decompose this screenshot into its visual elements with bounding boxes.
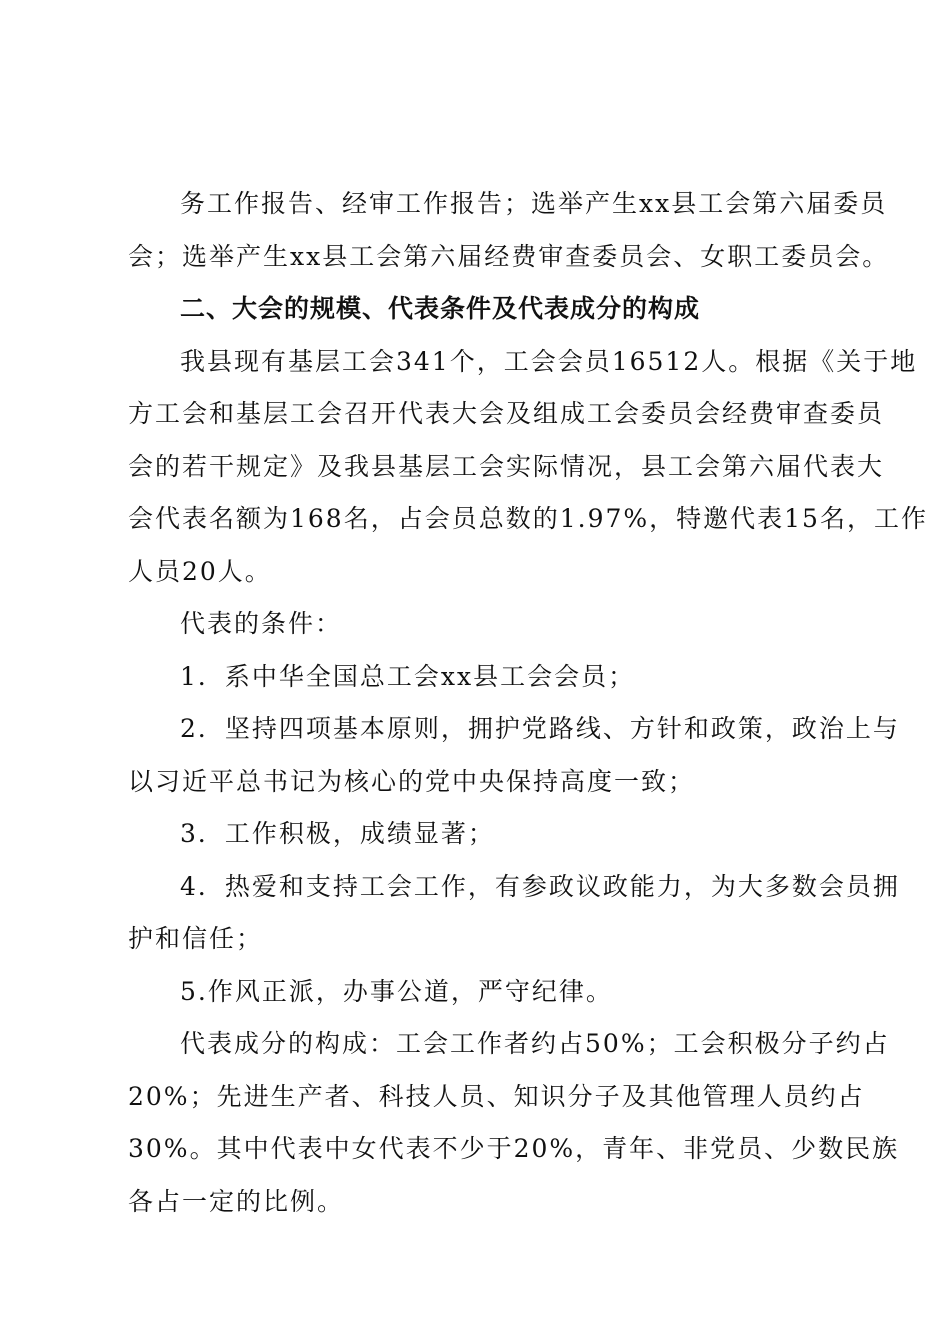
- list-item: 5.作风正派，办事公道，严守纪律。: [180, 976, 613, 1006]
- paragraph-line: 我县现有基层工会341个，工会会员16512人。根据《关于地: [180, 346, 918, 376]
- section-heading: 二、大会的规模、代表条件及代表成分的构成: [180, 294, 701, 323]
- list-item: 1．系中华全国总工会xx县工会会员；: [180, 661, 636, 691]
- list-item-continuation: 以习近平总书记为核心的党中央保持高度一致；: [128, 766, 696, 796]
- list-item: 3．工作积极，成绩显著；: [180, 819, 495, 848]
- list-item: 4．热爱和支持工会工作，有参政议政能力，为大多数会员拥: [180, 871, 900, 901]
- list-item-continuation: 护和信任；: [128, 924, 264, 953]
- document-body: [128, 178, 928, 1228]
- paragraph-line: 各占一定的比例。: [128, 1186, 345, 1216]
- subsection-label: 代表的条件：: [180, 609, 343, 638]
- paragraph-line: 会；选举产生xx县工会第六届经费审查委员会、女职工委员会。: [128, 241, 890, 271]
- paragraph-line: 20%；先进生产者、科技人员、知识分子及其他管理人员约占: [128, 1081, 865, 1111]
- paragraph-line: 代表成分的构成：工会工作者约占50%；工会积极分子约占: [180, 1029, 890, 1058]
- paragraph-line: 务工作报告、经审工作报告；选举产生xx县工会第六届委员: [180, 189, 888, 218]
- paragraph-line: 方工会和基层工会召开代表大会及组成工会委员会经费审查委员: [128, 399, 885, 428]
- paragraph-line: 人员20人。: [128, 556, 272, 586]
- paragraph-line: 会的若干规定》及我县基层工会实际情况，县工会第六届代表大: [128, 451, 885, 481]
- paragraph-line: 30%。其中代表中女代表不少于20%，青年、非党员、少数民族: [128, 1134, 900, 1163]
- paragraph-line: 会代表名额为168名，占会员总数的1.97%，特邀代表15名，工作: [128, 504, 928, 533]
- list-item: 2．坚持四项基本原则，拥护党路线、方针和政策，政治上与: [180, 714, 900, 743]
